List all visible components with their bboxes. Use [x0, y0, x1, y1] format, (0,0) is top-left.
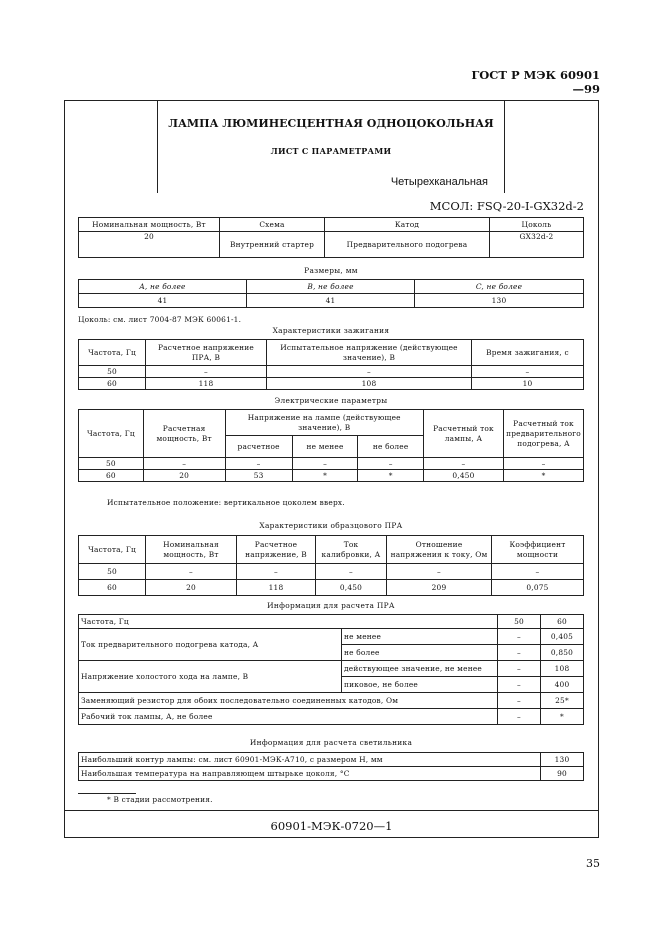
el-r1-c3: –: [292, 458, 358, 470]
ballast-freq-50: 50: [498, 615, 541, 629]
el-r2-c4: *: [358, 470, 424, 482]
cell-cathode: Предварительного подогрева: [325, 232, 490, 258]
ref-h-power: Номинальная мощность, Вт: [146, 536, 237, 564]
el-h-calc: расчетное: [225, 436, 292, 458]
luminaire-info-caption: Информация для расчета светильника: [249, 738, 413, 747]
footnote: * В стадии рассмотрения.: [107, 795, 213, 804]
header-cap: Цоколь: [490, 218, 584, 232]
ocv-rms-60: 108: [541, 661, 584, 677]
ref-ballast-caption: Характеристики образцового ПРА: [259, 521, 403, 530]
ref-h-voltage: Расчетное напряжение, В: [237, 536, 316, 564]
ref-h-pf: Коэффициент мощности: [492, 536, 584, 564]
ref-r2-c5: 0,075: [492, 580, 584, 596]
el-r2-c6: *: [504, 470, 584, 482]
dims-caption: Размеры, мм: [304, 266, 358, 275]
ballast-freq-60: 60: [541, 615, 584, 629]
ign-r2-time: 10: [472, 378, 584, 390]
el-r2-c2: 53: [225, 470, 292, 482]
resistor-label: Заменяющий резистор для обоих последовательно соединенных катодов, Ом: [79, 693, 498, 709]
ballast-info-table: [78, 614, 584, 725]
gost-header: ГОСТ Р МЭК 60901—99: [471, 68, 600, 96]
ign-h-freq: Частота, Гц: [79, 340, 146, 366]
dim-c: 130: [415, 294, 584, 308]
cell-scheme: Внутренний стартер: [220, 232, 325, 258]
el-r1-c4: –: [358, 458, 424, 470]
electrical-table: [78, 409, 584, 482]
preheat-max-label: не более: [342, 645, 498, 661]
header-cathode: Катод: [325, 218, 490, 232]
ocv-peak-50: –: [498, 677, 541, 693]
preheat-max-60: 0,850: [541, 645, 584, 661]
ref-r1-c4: –: [387, 564, 492, 580]
ref-r1-c1: –: [146, 564, 237, 580]
ref-r1-c5: –: [492, 564, 584, 580]
el-h-freq: Частота, Гц: [79, 410, 144, 458]
el-h-power: Расчетная мощность, Вт: [143, 410, 225, 458]
el-r1-c5: –: [423, 458, 503, 470]
el-r2-c1: 20: [143, 470, 225, 482]
el-h-min: не менее: [292, 436, 358, 458]
el-r1-c0: 50: [79, 458, 144, 470]
header-power: Номинальная мощность, Вт: [79, 218, 220, 232]
ref-ballast-table: [78, 535, 584, 596]
dim-b: 41: [247, 294, 415, 308]
el-h-voltage: Напряжение на лампе (действующее значение), В: [225, 410, 423, 436]
el-h-preheat: Расчетный ток предварительного подогрева, А: [504, 410, 584, 458]
ref-r2-c0: 60: [79, 580, 146, 596]
ballast-info-caption: Информация для расчета ПРА: [267, 601, 395, 610]
ign-r1-t: –: [267, 366, 472, 378]
ocv-rms-50: –: [498, 661, 541, 677]
work-current-60: *: [541, 709, 584, 725]
resistor-50: –: [498, 693, 541, 709]
preheat-max-50: –: [498, 645, 541, 661]
ref-r1-c0: 50: [79, 564, 146, 580]
preheat-min-60: 0,405: [541, 629, 584, 645]
ocv-peak-label: пиковое, не более: [342, 677, 498, 693]
ref-r2-c3: 0,450: [316, 580, 387, 596]
lamp-title: ЛАМПА ЛЮМИНЕСЦЕНТНАЯ ОДНОЦОКОЛЬНАЯ: [168, 117, 494, 130]
ballast-freq-label: Частота, Гц: [79, 615, 498, 629]
preheat-min-50: –: [498, 629, 541, 645]
cell-cap: GX32d-2: [490, 232, 584, 258]
cell-power: 20: [79, 232, 220, 258]
cap-note: Цоколь: см. лист 7004-87 МЭК 60061-1.: [78, 315, 242, 324]
ign-h-test: Испытательное напряжение (действующее значение), В: [267, 340, 472, 366]
max-temp-label: Наибольшая температура на направляющем штырьке цоколя, °C: [79, 767, 541, 781]
title-divider-right: [504, 100, 505, 193]
resistor-60: 25*: [541, 693, 584, 709]
max-outline-value: 130: [541, 753, 584, 767]
main-params-table: [78, 217, 584, 258]
ref-h-current: Ток калибровки, А: [316, 536, 387, 564]
ignition-table: [78, 339, 584, 390]
el-h-max: не более: [358, 436, 424, 458]
ref-r2-c4: 209: [387, 580, 492, 596]
electrical-caption: Электрические параметры: [274, 396, 388, 405]
el-r1-c6: –: [504, 458, 584, 470]
work-current-50: –: [498, 709, 541, 725]
ign-r2-freq: 60: [79, 378, 146, 390]
work-current-label: Рабочий ток лампы, А, не более: [79, 709, 498, 725]
ref-r2-c2: 118: [237, 580, 316, 596]
ign-r1-time: –: [472, 366, 584, 378]
ign-h-voltage: Расчетное напряжение ПРА, В: [146, 340, 267, 366]
footer-divider: [64, 810, 599, 811]
ocv-peak-60: 400: [541, 677, 584, 693]
dim-a: 41: [79, 294, 247, 308]
el-r2-c5: 0,450: [423, 470, 503, 482]
ign-r1-freq: 50: [79, 366, 146, 378]
max-temp-value: 90: [541, 767, 584, 781]
preheat-min-label: не менее: [342, 629, 498, 645]
lamp-type: Четырехканальная: [390, 176, 488, 188]
footnote-rule: [78, 793, 136, 794]
ign-r2-t: 108: [267, 378, 472, 390]
lamp-code: МСОЛ: FSQ-20-I-GX32d-2: [429, 199, 584, 213]
ref-h-ratio: Отношение напряжения к току, Ом: [387, 536, 492, 564]
test-position-note: Испытательное положение: вертикальное цоколем вверх.: [107, 498, 345, 507]
dims-table: [78, 279, 584, 308]
ocv-rms-label: действующее значение, не менее: [342, 661, 498, 677]
ocv-label: Напряжение холостого хода на лампе, В: [79, 661, 342, 693]
page-number: 35: [586, 857, 600, 870]
max-outline-label: Наибольший контур лампы: см. лист 60901-МЭК-A710, с размером H, мм: [79, 753, 541, 767]
ign-r2-v: 118: [146, 378, 267, 390]
ign-r1-v: –: [146, 366, 267, 378]
el-h-current: Расчетный ток лампы, А: [423, 410, 503, 458]
sheet-title: ЛИСТ С ПАРАМЕТРАМИ: [270, 146, 392, 156]
dim-b-header: B, не более: [247, 280, 415, 294]
el-r1-c2: –: [225, 458, 292, 470]
ref-r1-c2: –: [237, 564, 316, 580]
sheet-number: 60901-МЭК-0720—1: [270, 819, 393, 833]
el-r2-c3: *: [292, 470, 358, 482]
header-scheme: Схема: [220, 218, 325, 232]
ref-r1-c3: –: [316, 564, 387, 580]
dim-a-header: A, не более: [79, 280, 247, 294]
ignition-caption: Характеристики зажигания: [272, 326, 390, 335]
ign-h-time: Время зажигания, с: [472, 340, 584, 366]
el-r2-c0: 60: [79, 470, 144, 482]
dim-c-header: C, не более: [415, 280, 584, 294]
ref-r2-c1: 20: [146, 580, 237, 596]
luminaire-info-table: [78, 752, 584, 781]
el-r1-c1: –: [143, 458, 225, 470]
preheat-label: Ток предварительного подогрева катода, А: [79, 629, 342, 661]
ref-h-freq: Частота, Гц: [79, 536, 146, 564]
